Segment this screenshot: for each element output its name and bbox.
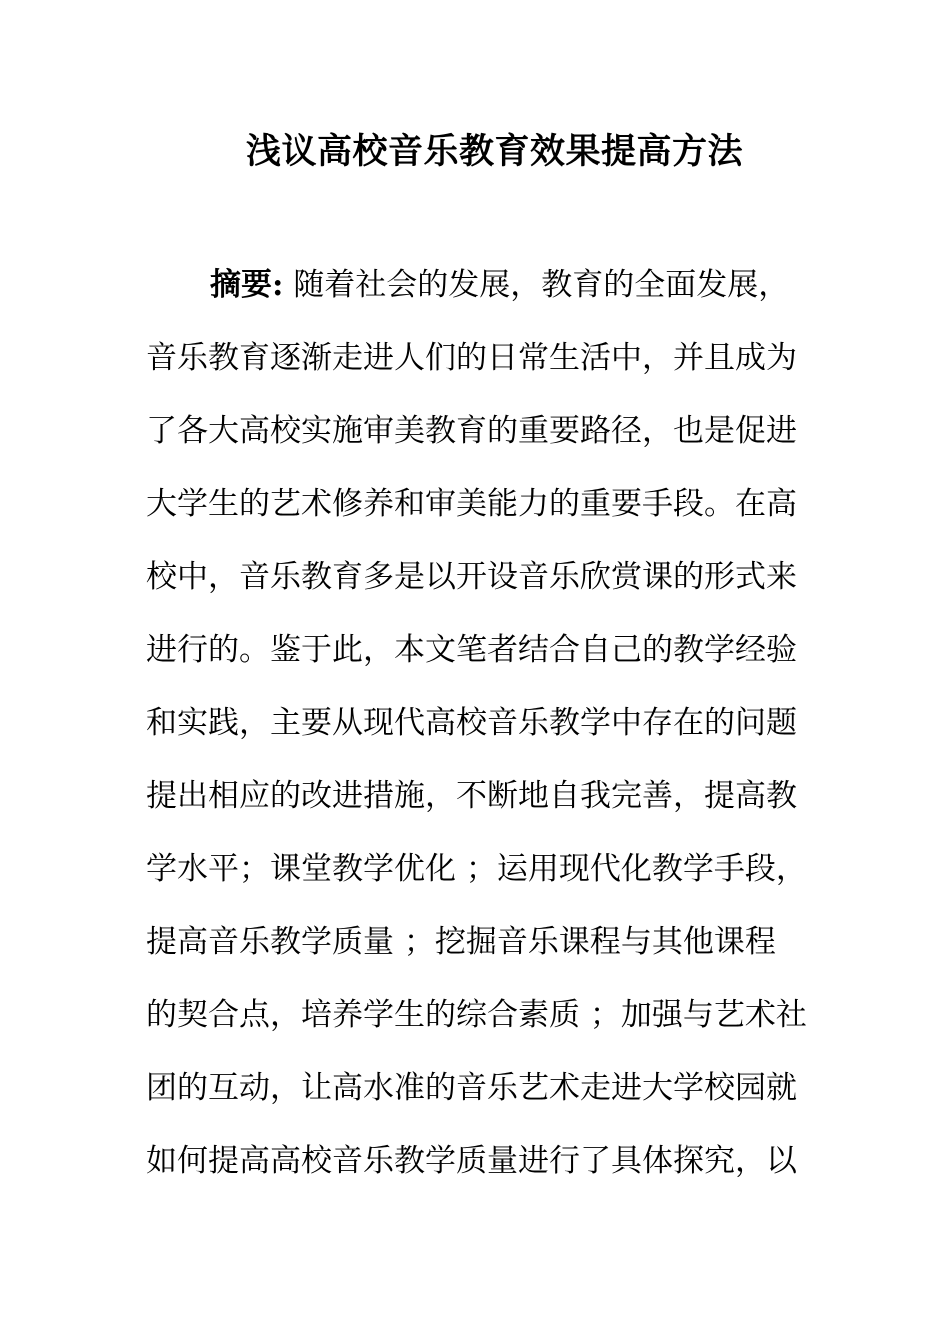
abstract-line-2: 音乐教育逐渐走进人们的日常生活中，并且成为 bbox=[146, 340, 797, 376]
abstract-line-13: 如何提高高校音乐教学质量进行了具体探究，以 bbox=[146, 1143, 797, 1179]
abstract-line-11: 的契合点，培养学生的综合素质 ；加强与艺术社 bbox=[146, 997, 807, 1033]
abstract-line-10: 提高音乐教学质量 ；挖掘音乐课程与其他课程 bbox=[146, 924, 776, 960]
abstract-line-7: 和实践，主要从现代高校音乐教学中存在的问题 bbox=[146, 705, 797, 741]
abstract-label: 摘要: bbox=[210, 267, 284, 303]
abstract-line-1 bbox=[146, 262, 810, 335]
abstract-line-4: 大学生的艺术修养和审美能力的重要手段。在高 bbox=[146, 486, 797, 522]
abstract-line-6: 进行的。鉴于此，本文笔者结合自己的教学经验 bbox=[146, 632, 797, 668]
abstract-line-8: 提出相应的改进措施，不断地自我完善，提高教 bbox=[146, 778, 797, 814]
abstract-body bbox=[146, 262, 810, 1211]
abstract-line-3: 了各大高校实施审美教育的重要路径，也是促进 bbox=[146, 413, 797, 449]
abstract-line-text: 随着社会的发展，教育的全面发展， bbox=[293, 267, 790, 303]
document-title: 浅议高校音乐教育效果提高方法 bbox=[246, 131, 744, 172]
abstract-line-9: 学水平；课堂教学优化 ；运用现代化教学手段， bbox=[146, 851, 807, 887]
abstract-line-12: 团的互动，让高水准的音乐艺术走进大学校园就 bbox=[146, 1070, 797, 1106]
abstract-line-5: 校中，音乐教育多是以开设音乐欣赏课的形式来 bbox=[146, 559, 797, 595]
